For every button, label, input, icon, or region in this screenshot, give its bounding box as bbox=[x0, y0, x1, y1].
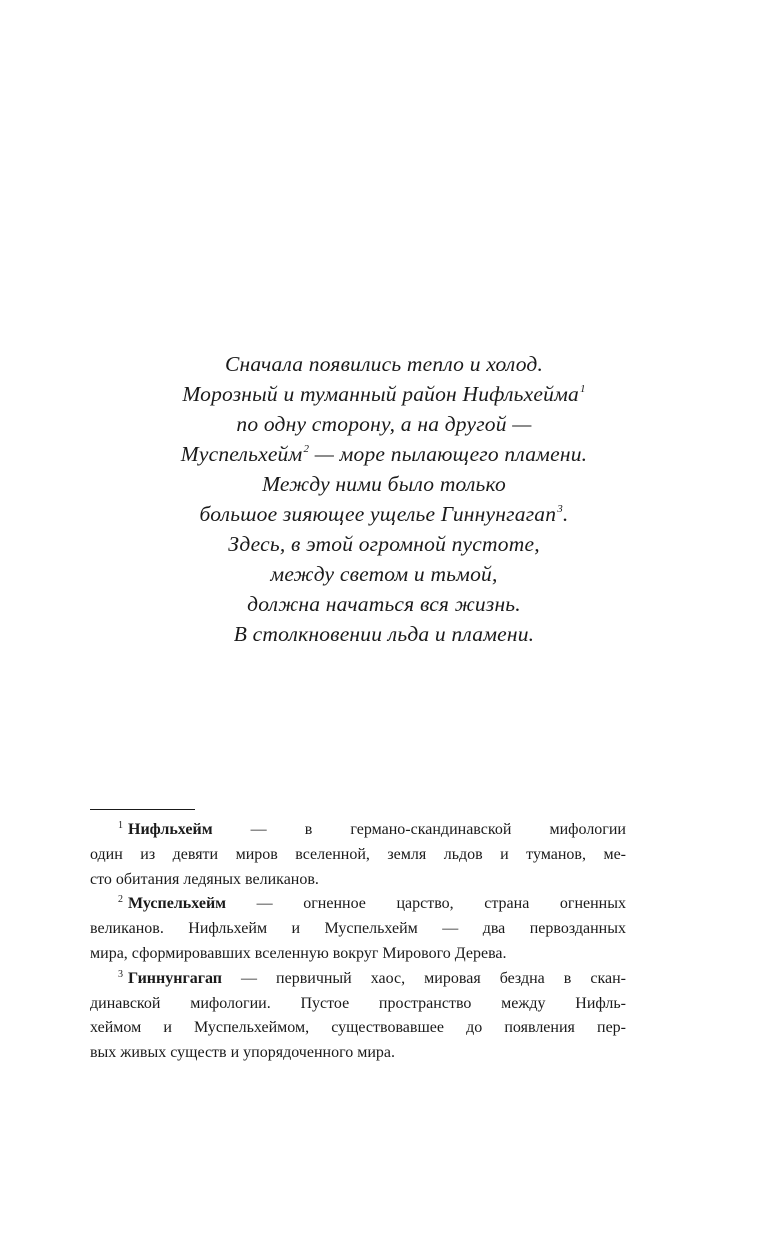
footnote-term: Нифльхейм bbox=[128, 821, 213, 838]
footnote-line: вых живых существ и упорядоченного мира. bbox=[90, 1044, 396, 1062]
footnote-2 bbox=[90, 892, 626, 966]
footnote-line: $^3$ Гиннунгагап — первичный хаос, мировая бездна в скан- bbox=[118, 968, 626, 987]
footnote-line: великанов. Нифльхейм и Муспельхейм — два первозданных bbox=[90, 920, 626, 938]
footnote-divider bbox=[90, 809, 195, 810]
footnote-line: $^2$ Муспельхейм — огненное царство, страна огненных bbox=[118, 894, 626, 913]
footnote-1 bbox=[90, 818, 626, 892]
epigraph-line: Муспельхейм$^2$ — море пылающего пламени. bbox=[180, 442, 588, 466]
footnote-line: сто обитания ледяных великанов. bbox=[90, 870, 319, 888]
footnote-number: 2 bbox=[118, 894, 123, 906]
epigraph-line: по одну сторону, а на другой — bbox=[236, 412, 532, 436]
footnote-line: динавской мифологии. Пустое пространство между Нифль- bbox=[90, 994, 626, 1012]
footnotes bbox=[90, 818, 626, 1066]
epigraph bbox=[60, 349, 708, 649]
epigraph-line: между светом и тьмой, bbox=[270, 562, 498, 586]
footnote-ref[interactable]: 1 bbox=[579, 383, 586, 395]
epigraph-line: Сначала появились тепло и холод. bbox=[224, 352, 544, 376]
epigraph-line: должна начаться вся жизнь. bbox=[247, 592, 521, 616]
epigraph-line: Здесь, в этой огромной пустоте, bbox=[228, 532, 540, 556]
footnote-ref[interactable]: 3 bbox=[557, 503, 563, 515]
footnote-3 bbox=[90, 967, 626, 1066]
footnote-line: $^1$ Нифльхейм — в германо-скандинавской мифологии bbox=[118, 820, 626, 838]
footnote-line: мира, сформировавших вселенную вокруг Мирового Дерева. bbox=[90, 944, 507, 962]
epigraph-line: Морозный и туманный район Нифльхейма$^1$ bbox=[182, 382, 586, 406]
epigraph-line: Между ними было только bbox=[262, 472, 506, 496]
footnote-term: Гиннунгагап bbox=[128, 969, 222, 987]
footnote-number: 3 bbox=[118, 968, 123, 980]
epigraph-line: В столкновении льда и пламени. bbox=[233, 622, 535, 646]
footnote-ref[interactable]: 2 bbox=[303, 443, 310, 455]
footnote-line: хеймом и Муспельхеймом, существовавшее до появления пер- bbox=[90, 1019, 626, 1037]
footnote-term: Муспельхейм bbox=[128, 895, 227, 913]
footnote-line: один из девяти миров вселенной, земля льдов и туманов, ме- bbox=[90, 845, 626, 863]
footnote-number: 1 bbox=[118, 820, 123, 831]
epigraph-line: большое зияющее ущелье Гиннунгагап$^3$. bbox=[199, 502, 569, 526]
